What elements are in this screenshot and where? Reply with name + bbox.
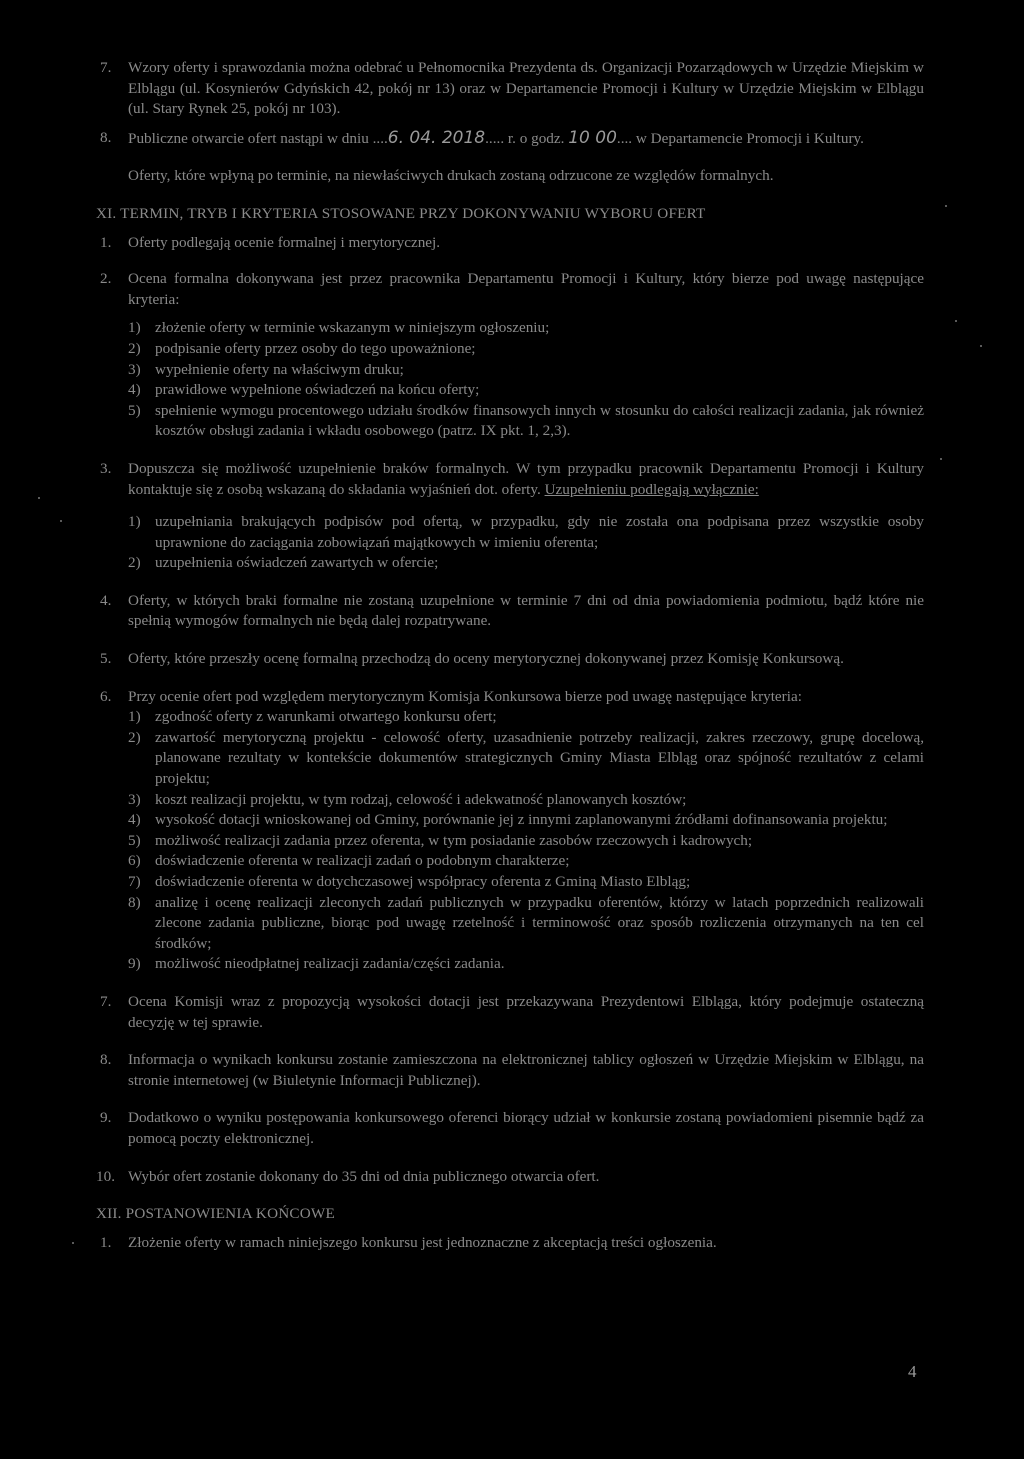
merit-criterion — [0, 954, 924, 975]
paragraph-text: Dodatkowo o wyniku postępowania konkursowego oferenci biorący udział w konkursie zostaną powiadomieni pisemnie bądź za pomocą poczty elektronicznej. — [128, 1109, 924, 1147]
paragraph-text: w Departamencie Promocji i Kultury. — [632, 129, 864, 147]
formal-criterion — [0, 318, 924, 339]
sub-number: 5) — [128, 401, 141, 419]
sub-text: uzupełnienia oświadczeń zawartych w ofercie; — [155, 554, 439, 572]
sub-number: 1) — [128, 319, 141, 337]
item-number: 10. — [96, 1167, 115, 1185]
paragraph-text: Oferty, które przeszły ocenę formalną przechodzą do oceny merytorycznej dokonywanej przez Komisję Konkursową. — [128, 650, 844, 668]
paragraph-text: Złożenie oferty w ramach niniejszego konkursu jest jednoznaczne z akceptacją treści ogłoszenia. — [128, 1233, 717, 1251]
item-number: 3. — [100, 459, 112, 477]
merit-criterion — [0, 790, 924, 811]
xi-item-2 — [0, 269, 924, 310]
document-page — [0, 58, 1024, 1270]
sub-number: 3) — [128, 360, 141, 378]
supplement-item — [0, 553, 924, 574]
sub-text: złożenie oferty w terminie wskazanym w niniejszym ogłoszeniu; — [155, 319, 550, 337]
merit-criterion — [0, 707, 924, 728]
sub-text: możliwość nieodpłatnej realizacji zadania/części zadania. — [155, 955, 505, 973]
merit-criterion — [0, 893, 924, 955]
merit-criterion — [0, 831, 924, 852]
item-number: 7. — [100, 59, 112, 76]
xi-item-6 — [0, 687, 924, 708]
xi-item-3 — [0, 459, 924, 500]
sub-number: 4) — [128, 811, 141, 829]
handwritten-date: 6. 04. 2018 — [387, 127, 486, 148]
scan-speck — [940, 458, 942, 460]
xi-item-4 — [0, 591, 924, 632]
sub-text: możliwość realizacji zadania przez oferenta, w tym posiadanie zasobów rzeczowych i kadrowych; — [155, 831, 753, 849]
item-number: 4. — [100, 591, 112, 609]
sub-number: 5) — [128, 831, 141, 849]
sub-text: koszt realizacji projektu, w tym rodzaj, celowość i adekwatność planowanych kosztów; — [155, 790, 687, 808]
late-offers-note — [0, 166, 924, 187]
handwritten-time: 10 00 — [568, 127, 617, 148]
sub-number: 6) — [128, 852, 141, 870]
sub-text: doświadczenie oferenta w dotychczasowej współpracy oferenta z Gminą Miasto Elbląg; — [155, 873, 691, 890]
sub-number: 1) — [128, 708, 141, 726]
item-number: 8. — [100, 1051, 112, 1069]
paragraph-text: Przy ocenie ofert pod względem merytorycznym Komisja Konkursowa bierze pod uwagę następujące kryteria: — [128, 687, 802, 705]
paragraph-text: Ocena Komisji wraz z propozycją wysokości dotacji jest przekazywana Prezydentowi Elbląga, który podejmuje ostateczną decyzję w tej sprawie. — [128, 992, 924, 1031]
item-number: 2. — [100, 270, 112, 288]
item-number: 5. — [100, 650, 112, 668]
xi-item-10 — [0, 1167, 924, 1188]
scan-speck — [945, 205, 947, 207]
paragraph-8 — [0, 128, 924, 150]
formal-criterion — [0, 380, 924, 401]
paragraph-text: Wzory oferty i sprawozdania można odebrać u Pełnomocnika Prezydenta ds. Organizacji Pozarządowych w Urzędzie Miejskim w Elblągu (ul. Kosynierów Gdyńskich 42, pokój nr 13) oraz w Departamencie Promocji i Kultury w Urzędzie Miejskim w Elblągu (ul. Stary Rynek 25, pokój nr 103). — [128, 59, 924, 118]
sub-number: 2) — [128, 554, 141, 572]
sub-text: prawidłowe wypełnione oświadczeń na końcu oferty; — [155, 381, 480, 399]
item-number: 6. — [100, 687, 112, 705]
sub-number: 7) — [128, 873, 141, 890]
sub-number: 9) — [128, 955, 141, 973]
paragraph-text: Dopuszcza się możliwość uzupełnienie braków formalnych. W tym przypadku pracownik Departamentu Promocji i Kultury kontaktuje się z osobą wskazaną do składania wyjaśnień dot. oferty. — [128, 459, 924, 498]
item-number: 1. — [100, 233, 112, 251]
paragraph-7 — [0, 58, 924, 120]
scan-speck — [72, 1242, 74, 1244]
xi-item-7 — [0, 992, 924, 1033]
paragraph-text: Informacja o wynikach konkursu zostanie zamieszczona na elektronicznej tablicy ogłoszeń w Urzędzie Miejskim w Elblągu, na stronie internetowej (w Biuletynie Informacji Publicznej). — [128, 1051, 924, 1089]
formal-criterion — [0, 401, 924, 442]
paragraph-text: Ocena formalna dokonywana jest przez pracownika Departamentu Promocji i Kultury, który bierze pod uwagę następujące kryteria: — [128, 270, 924, 308]
item-number: 7. — [100, 992, 112, 1010]
sub-text: uzupełniania brakujących podpisów pod ofertą, w przypadku, gdy nie została ona podpisana przez wszystkie osoby uprawnione do zaciągania zobowiązań majątkowych w imieniu oferenta; — [155, 513, 924, 551]
sub-number: 2) — [128, 728, 141, 746]
paragraph-text: Oferty, w których braki formalne nie zostaną uzupełnione w terminie 7 dni od dnia powiadomienia podmiotu, bądź które nie spełnią wymogów formalnych nie będą dalej rozpatrywane. — [128, 591, 924, 630]
merit-criterion — [0, 810, 924, 831]
sub-text: doświadczenie oferenta w realizacji zadań o podobnym charakterze; — [155, 852, 570, 870]
sub-number: 2) — [128, 339, 141, 357]
sub-number: 1) — [128, 513, 141, 531]
sub-text: spełnienie wymogu procentowego udziału środków finansowych innych w stosunku do całości realizacji zadania, jak również kosztów obsługi zadania i wkładu osobowego (patrz. IX pkt. 1, 2,3). — [155, 401, 924, 440]
sub-number: 8) — [128, 893, 141, 911]
section-heading-xii: XII. POSTANOWIENIA KOŃCOWE — [96, 1205, 335, 1223]
item-number: 9. — [100, 1109, 112, 1127]
paragraph-text: r. o godz. — [504, 129, 569, 147]
supplement-item — [0, 512, 924, 553]
item-number: 1. — [100, 1233, 112, 1251]
scan-speck — [60, 520, 62, 522]
sub-text: podpisanie oferty przez osoby do tego upoważnione; — [155, 339, 476, 357]
sub-text: zawartość merytoryczną projektu - celowość oferty, uzasadnienie potrzeby realizacji, zakres rzeczowy, grupę docelową, planowane rezultaty w kontekście dokumentów strategicznych Gminy Miasta Elbląg oraz spójność rezultatów z celami projektu; — [155, 728, 924, 788]
paragraph-text: Publiczne otwarcie ofert nastąpi w dniu — [128, 129, 373, 147]
sub-text: wypełnienie oferty na właściwym druku; — [155, 360, 404, 378]
xii-item-1 — [0, 1233, 924, 1254]
dotted-fill: ..... — [485, 129, 505, 147]
section-heading-xi: XI. TERMIN, TRYB I KRYTERIA STOSOWANE PRZY DOKONYWANIU WYBORU OFERT — [96, 204, 706, 222]
paragraph-text: Oferty, które wpłyną po terminie, na niewłaściwych drukach zostaną odrzucone ze względów formalnych. — [128, 167, 774, 185]
xi-item-8 — [0, 1050, 924, 1091]
xi-item-5 — [0, 649, 924, 670]
merit-criterion — [0, 851, 924, 872]
merit-criterion — [0, 728, 924, 790]
formal-criterion — [0, 360, 924, 381]
paragraph-text: Wybór ofert zostanie dokonany do 35 dni od dnia publicznego otwarcia ofert. — [128, 1167, 600, 1185]
xi-item-1 — [0, 233, 924, 254]
sub-text: wysokość dotacji wnioskowanej od Gminy, porównanie jej z innymi zaplanowanymi źródłami dofinansowania projektu; — [155, 811, 888, 829]
formal-criterion — [0, 339, 924, 360]
page-number: 4 — [908, 1362, 917, 1381]
dotted-fill: .... — [372, 129, 388, 147]
dotted-fill: .... — [616, 129, 633, 147]
scan-speck — [955, 320, 957, 322]
scan-speck — [38, 497, 40, 499]
sub-number: 4) — [128, 381, 141, 399]
xi-item-9 — [0, 1108, 924, 1149]
sub-text: zgodność oferty z warunkami otwartego konkursu ofert; — [155, 708, 497, 726]
scan-speck — [980, 345, 982, 347]
sub-number: 3) — [128, 790, 141, 808]
merit-criterion — [0, 872, 924, 893]
item-number: 8. — [100, 128, 112, 146]
paragraph-text: Oferty podlegają ocenie formalnej i merytorycznej. — [128, 233, 441, 251]
underlined-text: Uzupełnieniu podlegają wyłącznie: — [544, 480, 759, 498]
sub-text: analizę i ocenę realizacji zleconych zadań publicznych w przypadku oferentów, którzy w latach poprzednich realizowali zlecone zadania publiczne, biorąc pod uwagę rzetelność i terminowość oraz sposób rozliczenia otrzymanych na ten cel środków; — [155, 893, 924, 952]
